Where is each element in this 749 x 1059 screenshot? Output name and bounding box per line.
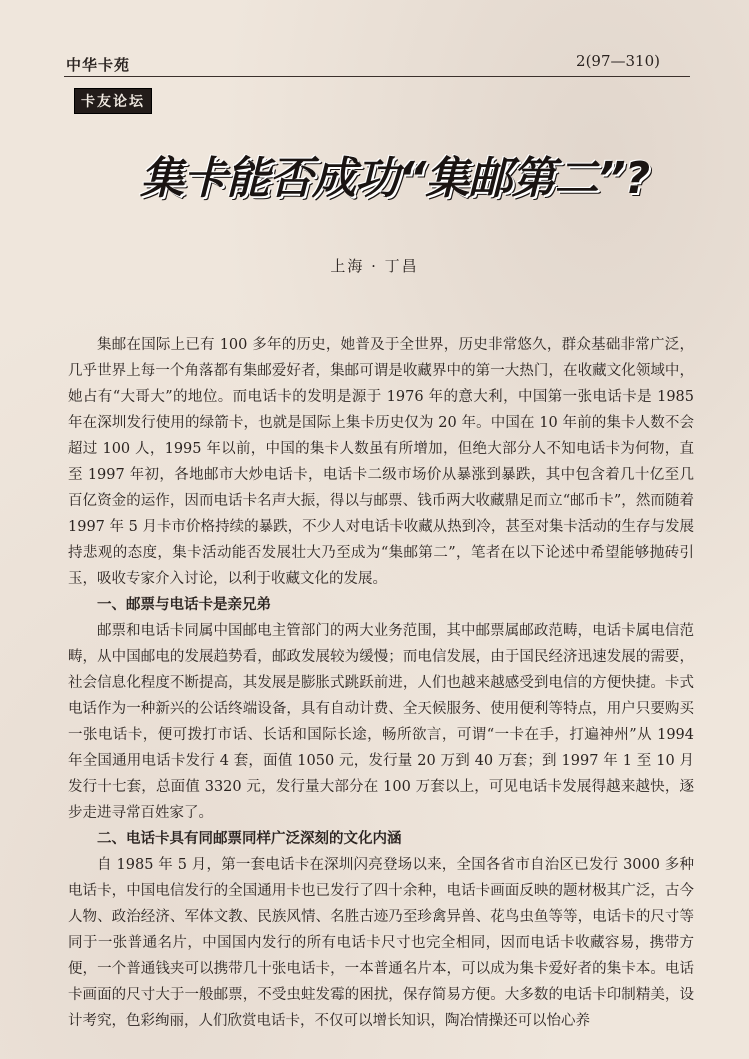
section-heading-2: 二、电话卡具有同邮票同样广泛深刻的文化内涵 (97, 831, 402, 847)
magazine-name: 中华卡苑 (66, 56, 131, 74)
article-body (68, 332, 694, 1034)
paragraph-section-2: 自 1985 年 5 月，第一套电话卡在深圳闪亮登场以来，全国各省市自治区已发行 3000 多种电话卡，中国电信发行的全国通用卡也已发行了四十余种，电话卡画面反映的题材极其广泛，古今人物、政治经济、军体文教、民族风情、名胜古迹乃至珍禽异兽、花鸟虫鱼等等，电话卡的尺寸等同于一张普通名片，中国国内发行的所有电话卡尺寸也完全相同，因而电话卡收藏容易，携带方便，一个普通钱夹可以携带几十张电话卡，一本普通名片本，可以成为集卡爱好者的集卡本。电话卡画面的尺寸大于一般邮票，不受虫蛀发霉的困扰，保存简易方便。大多数的电话卡印制精美，设计考究，色彩绚丽，人们欣赏电话卡，不仅可以增长知识，陶冶情操还可以怡心养 (68, 857, 694, 1029)
paragraph-intro: 集邮在国际上已有 100 多年的历史，她普及于全世界，历史非常悠久，群众基础非常广泛，几乎世界上每一个角落都有集邮爱好者，集邮可谓是收藏界中的第一大热门，在收藏文化领域中，她占有“大哥大”的地位。而电话卡的发明是源于 1976 年的意大利，中国第一张电话卡是 1985 年在深圳发行使用的绿箭卡，也就是国际上集卡历史仅为 20 年。中国在 10 年前的集卡人数不会超过 100 人，1995 年以前，中国的集卡人数虽有所增加，但绝大部分人不知电话卡为何物，直至 1997 年初，各地邮市大炒电话卡，电话卡二级市场价从暴涨到暴跌，其中包含着几十亿至几百亿资金的运作，因而电话卡名声大振，得以与邮票、钱币两大收藏鼎足而立“邮币卡”，然而随着 1997 年 5 月卡市价格持续的暴跌，不少人对电话卡收藏从热到冷，甚至对集卡活动的生存与发展持悲观的态度，集卡活动能否发展壮大乃至成为“集邮第二”，笔者在以下论述中希望能够抛砖引玉，吸收专家介入讨论，以利于收藏文化的发展。 (68, 337, 694, 587)
show-through-print (655, 200, 735, 290)
issue-number: 2(97—310) (576, 52, 660, 70)
article-author: 上海 · 丁昌 (330, 257, 419, 275)
paragraph-section-1: 邮票和电话卡同属中国邮电主管部门的两大业务范围，其中邮票属邮政范畴，电话卡属电信范畴，从中国邮电的发展趋势看，邮政发展较为缓慢；而电信发展，由于国民经济迅速发展的需要，社会信息化程度不断提高，其发展是膨胀式跳跃前进，人们也越来越感受到电信的方便快捷。卡式电话作为一种新兴的公话终端设备，具有自动计费、全天候服务、使用便利等特点，用户只要购买一张电话卡，便可拨打市话、长话和国际长途，畅所欲言，可谓“一卡在手，打遍神州”从 1994 年全国通用电话卡发行 4 套，面值 1050 元，发行量 20 万到 40 万套；到 1997 年 1 至 10 月发行十七套，总面值 3320 元，发行量大部分在 100 万套以上，可见电话卡发展得越来越快，逐步走进寻常百姓家了。 (68, 623, 694, 821)
running-header (64, 52, 690, 77)
column-tag: 卡友论坛 (74, 88, 152, 114)
section-heading-1: 一、邮票与电话卡是亲兄弟 (97, 597, 271, 613)
article-title: 集卡能否成功“集邮第二”? (140, 153, 650, 204)
